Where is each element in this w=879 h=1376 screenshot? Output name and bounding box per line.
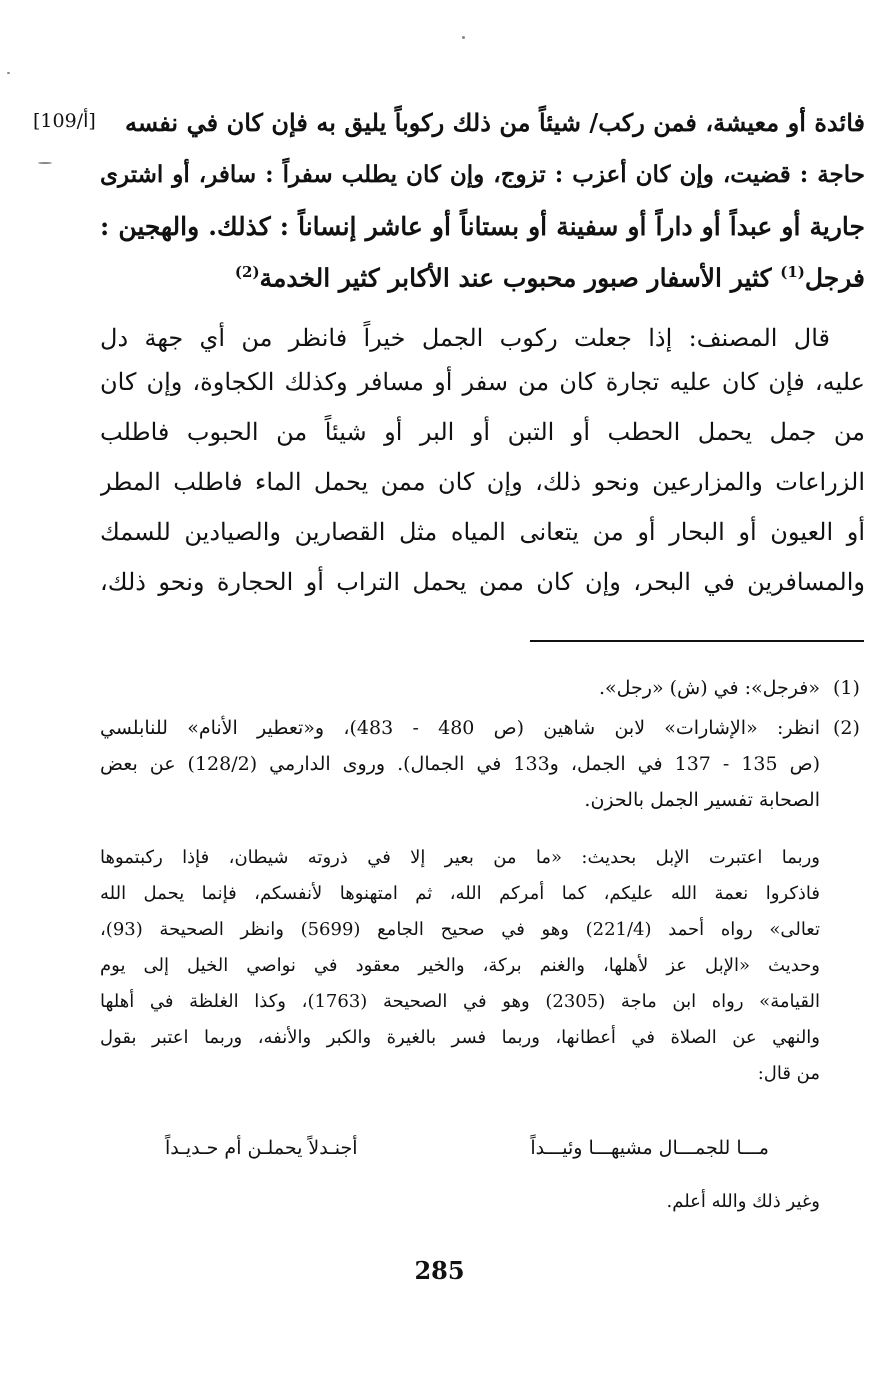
footnote-number: (2) bbox=[833, 717, 860, 739]
body-text-line: عليه، فإن كان عليه تجارة كان من سفر أو مسافر وكذلك الكجاوة، وإن كان bbox=[100, 368, 865, 396]
footnote-text: والنهي عن الصلاة في أعطانها، وربما فسر بالغيرة والكبر والأنفه، وربما اعتبر بقول bbox=[100, 1027, 820, 1048]
footnote-closing: وغير ذلك والله أعلم. bbox=[666, 1191, 820, 1212]
footnote-text: فاذكروا نعمة الله عليكم، كما أمركم الله، ثم امتهنوها لأنفسكم، فإنما يحمل الله bbox=[100, 883, 820, 904]
scan-speck bbox=[38, 162, 52, 164]
scan-speck bbox=[462, 36, 465, 39]
footnote-ref-1: (1) bbox=[780, 263, 805, 281]
footnote-ref-2: (2) bbox=[234, 263, 260, 281]
footnote-text: القيامة» رواه ابن ماجة (2305) وهو في الصحيحة (1763)، وكذا الغلظة في أهلها bbox=[100, 991, 820, 1012]
footnote-text: (ص 135 - 137 في الجمل، و133 في الجمال). وروى الدارمي (128/2) عن بعض bbox=[100, 753, 820, 775]
body-text-line: الزراعات والمزارعين ونحو ذلك، وإن كان ممن يحمل الماء فاطلب المطر bbox=[100, 468, 865, 496]
bold-text-fragment: كثير الأسفار صبور محبوب عند الأكابر كثير الخدمة bbox=[259, 263, 781, 293]
footnote-number: (1) bbox=[833, 677, 860, 699]
bold-text-line: جارية أو عبداً أو داراً أو سفينة أو بستاناً أو عاشر إنساناً : كذلك. والهجين : bbox=[100, 212, 865, 241]
body-text-line: قال المصنف: إذا جعلت ركوب الجمل خيراً فانظر من أي جهة دل bbox=[100, 324, 830, 352]
footnote-text: وحديث «الإبل عز لأهلها، والغنم بركة، والخير معقود في نواصي الخيل إلى يوم bbox=[100, 955, 820, 976]
footnote-text: انظر: «الإشارات» لابن شاهين (ص 480 - 483)، و«تعطير الأنام» للنابلسي bbox=[100, 717, 820, 739]
body-text-line: أو العيون أو البحار أو من يتعانى المياه مثل القصارين والصيادين للسمك bbox=[100, 518, 865, 546]
bold-text-line: فائدة أو معيشة، فمن ركب/ شيئاً من ذلك ركوباً يليق به فإن كان في نفسه bbox=[125, 108, 865, 137]
footnote-text: تعالى» رواه أحمد (221/4) وهو في صحيح الجامع (5699) وانظر الصحيحة (93)، bbox=[100, 919, 820, 940]
bold-text-line-last bbox=[100, 246, 865, 298]
bold-text-line: حاجة : قضيت، وإن كان أعزب : تزوج، وإن كان يطلب سفراً : سافر، أو اشترى bbox=[100, 161, 865, 188]
scan-speck bbox=[7, 72, 10, 74]
footnote-text: من قال: bbox=[757, 1063, 820, 1084]
manuscript-folio-marker: [109/أ] bbox=[33, 110, 96, 132]
page-number: 285 bbox=[414, 1256, 465, 1285]
footnote-text: وربما اعتبرت الإبل بحديث: «ما من بعير إلا في ذروته شيطان، فإذا ركبتموها bbox=[100, 847, 820, 868]
footnote-separator bbox=[530, 640, 864, 642]
bold-text-fragment: فرجل bbox=[804, 263, 865, 293]
body-text-line: والمسافرين في البحر، وإن كان ممن يحمل التراب أو الحجارة ونحو ذلك، bbox=[100, 568, 865, 596]
verse-hemistich-left: أجنـدلاً يحملـن أم حـديـداً bbox=[165, 1137, 358, 1159]
body-text-line: من جمل يحمل الحطب أو التبن أو البر أو شيئاً من الحبوب فاطلب bbox=[100, 418, 865, 446]
footnote-text: «فرجل»: في (ش) «رجل». bbox=[598, 677, 820, 699]
footnote-text: الصحابة تفسير الجمل بالحزن. bbox=[584, 789, 820, 811]
verse-hemistich-right: مـــا للجمـــال مشيهـــا وئيـــداً bbox=[530, 1137, 769, 1159]
